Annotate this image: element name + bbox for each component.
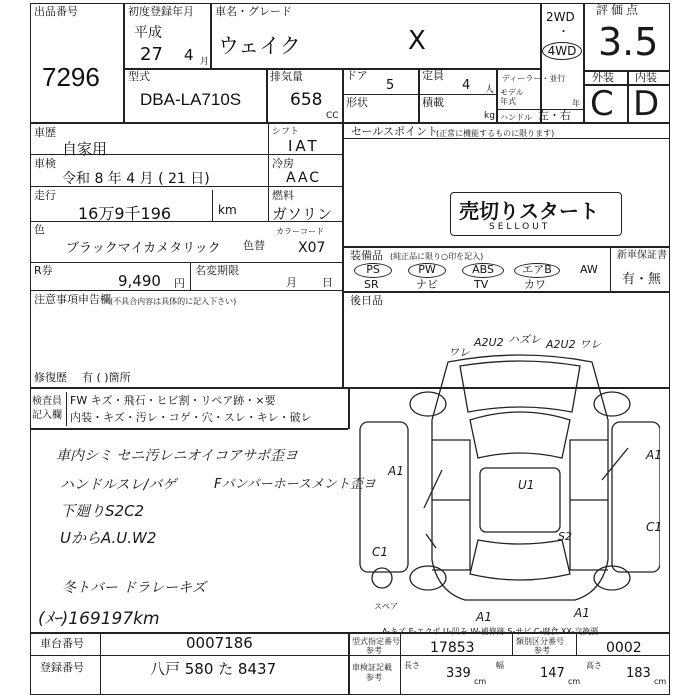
note-bumper-reinforcement: Fパンパーホースメント歪ヨ [214,477,376,492]
equip-abs: ABS [462,263,504,278]
windshield [470,412,570,458]
dims-label: 車検証記載 [352,663,392,672]
length-unit: cm [474,677,487,686]
mark-c1-right: C1 [646,520,663,534]
inspection-expiry: 令和 8 年 4 月 ( 21 日) [62,171,210,187]
registration-number-label: 登録番号 [40,661,84,674]
km-unit: km [218,203,237,217]
model-name: ウェイク [218,34,301,58]
length-value: 339 [446,666,471,681]
equip-ps: PS [354,263,392,278]
class-number-sub: 参考 [534,646,550,655]
spare-tire [372,568,392,588]
mark-a1-rear-right: A1 [574,606,590,620]
notice-label: 注意事項申告欄 [34,293,111,306]
note-handle-wear: ハンドルスレ/バゲ [60,477,177,493]
type-designation-number: 17853 [430,640,475,656]
kg-unit: kg [484,111,495,121]
ac-label: 冷房 [272,157,294,170]
mileage: 16万9千196 [78,204,172,223]
drive-2wd: 2WD [546,10,575,24]
inspector-label: 検査員 [32,396,62,407]
registration-era: 平成 [134,25,162,41]
registration-month: 4 [184,46,194,64]
sellout-stamp-sub: SELLOUT [489,222,551,232]
rear-right-wheel [594,566,630,590]
class-number: 0002 [606,640,642,656]
displacement-label: 排気量 [270,70,303,83]
width-label: 幅 [496,661,504,670]
vehicle-damage-diagram [340,330,663,630]
exterior-label: 外装 [592,71,614,84]
first-registration-label: 初度登録年月 [128,5,194,18]
type-designation-sub: 参考 [366,646,382,655]
doors: 5 [386,78,395,93]
shape-label: 形状 [346,96,368,109]
equip-pw: PW [408,263,446,278]
sellout-stamp-text: 売切りスタート [459,199,599,223]
lot-number-label: 出品番号 [34,5,78,18]
color-label: 色 [34,223,45,236]
sales-point-label: セールスポイント [351,125,439,138]
equip-aw: AW [580,263,598,276]
color-code-label: カラーコード [276,227,324,236]
history-label: 車歴 [34,126,56,139]
inspector-row-2: 内装・キズ・汚レ・コゲ・穴・スレ・キレ・破レ [70,411,312,424]
fuel-type: ガソリン [272,205,333,223]
note-core-support: コアサポ歪ヨ [214,448,298,464]
type-designation-label: 型式指定番号 [352,637,400,646]
mark-front-chip: ハズレ [508,333,541,346]
yen-unit: 円 [174,277,185,290]
displacement: 658 [290,90,323,110]
recycle-label: R券 [34,264,53,277]
rear-left-wheel [410,566,446,590]
mark-a1-right: A1 [646,448,662,462]
day-label: 日 [322,276,333,289]
model-code: DBA-LA710S [140,90,242,109]
interior-grade: D [633,84,660,124]
chassis-label: 車台番号 [40,637,84,650]
width-value: 147 [540,666,565,681]
class-number-label: 類別区分番号 [516,637,564,646]
seats: 4 [462,78,471,93]
equip-leather: カワ [524,278,546,291]
front-right-wheel [594,392,630,416]
equipment-label: 装備品 [350,249,383,262]
interior-label: 内装 [635,71,657,84]
length-label: 長さ [404,661,420,670]
warranty-value: 有・無 [622,272,662,287]
right-side-panel [612,422,663,572]
inspector-label-2: 記入欄 [32,410,62,421]
evaluation-score: 3.5 [598,20,659,64]
mark-a1-rear-left: A1 [476,610,492,624]
handle-label: ハンドル [500,113,532,122]
air-conditioning: AAC [286,170,322,186]
later-items-label: 後日品 [350,294,383,307]
recycle-fee: 9,490 [118,272,161,290]
equip-airbag: エアB [514,263,560,278]
color-name: ブラックマイカメタリック [66,241,221,256]
mark-crack-left: ワレ [448,346,470,359]
repair-history-value: 有 ( )箇所 [82,371,131,384]
equip-sr: SR [364,278,379,291]
height-label: 高さ [586,661,602,670]
seats-label: 定員 [422,69,444,82]
equipment-note: (純正品に限り○印を記入) [390,252,484,261]
dealer-label: ディーラー・並行 [502,74,566,83]
rear-window [470,540,570,580]
chassis-number: 0007186 [186,634,253,652]
equip-tv: TV [474,278,489,291]
fuel-label: 燃料 [272,189,294,202]
score-label: 評価点 [596,3,642,17]
shift-label: シフト [272,127,300,137]
mark-u1-roof: U1 [518,478,535,492]
note-underbody: 下廻りS2C2 [60,502,145,520]
exterior-grade: C [590,84,614,124]
registration-year: 27 [140,44,163,65]
cc-unit: CC [326,111,339,121]
drive-4wd-circled: 4WD [542,42,582,60]
vehicle-name-label: 車名・グレード [215,5,292,18]
mark-a2u2-front: A2U2 [474,336,504,349]
note-interior-stain: 車内シミ セニ汚レニオイ [56,448,214,464]
width-unit: cm [568,677,581,686]
left-doors [432,440,470,570]
capacity-label: 積載 [422,96,444,109]
lot-number: 7296 [42,62,100,92]
sales-point-note: (正常に機能するものに限ります) [436,129,555,138]
month-label: 月 [286,276,297,289]
registration-number: 八戸 580 た 8437 [150,660,277,678]
notice-note: (不具合内容は具体的に記入下さい) [110,297,237,306]
model-year-label: モデル年式 [500,88,524,106]
mark-s2: S2 [558,530,572,543]
equip-navi: ナビ [416,278,438,291]
mark-a2u2-crack: A2U2 ワレ [546,338,602,351]
note-tires: 冬トバー ドラレーキズ [62,580,206,596]
note-interior-marks: UからA.U.W2 [60,529,157,547]
year-unit: 年 [572,99,580,108]
doors-label: ドア [346,69,368,82]
front-left-wheel [410,392,446,416]
height-value: 183 [626,666,651,681]
month-unit: 月 [200,57,210,67]
note-odometer: (ﾒｰ)169197km [38,609,160,629]
warranty-label: 新車保証書 [617,250,667,261]
inspector-row-1: FW キズ・飛石・ヒビ割・リペア跡・×要 [70,394,276,407]
inspection-label: 車検 [34,157,56,170]
model-code-label: 型式 [128,70,150,83]
name-change-label: 名変期限 [195,264,239,277]
dims-sub: 参考 [366,673,382,682]
mark-c1-left: C1 [372,545,389,559]
vehicle-history: 自家用 [62,140,108,158]
shift-type: IAT [288,137,320,155]
hood [460,361,580,412]
sellout-stamp [450,192,622,236]
seats-unit: 人 [485,85,495,95]
right-doors [570,440,608,570]
repaint-label: 色替 [243,239,265,252]
mark-a1-left: A1 [388,464,404,478]
mileage-label: 走行 [34,189,56,202]
grade: X [408,26,426,56]
color-code: X07 [298,240,326,256]
repair-history-label: 修復歴 [34,371,67,384]
handle-value: 左・右 [538,109,571,122]
spare-label: スペア [374,602,398,611]
height-unit: cm [654,677,667,686]
